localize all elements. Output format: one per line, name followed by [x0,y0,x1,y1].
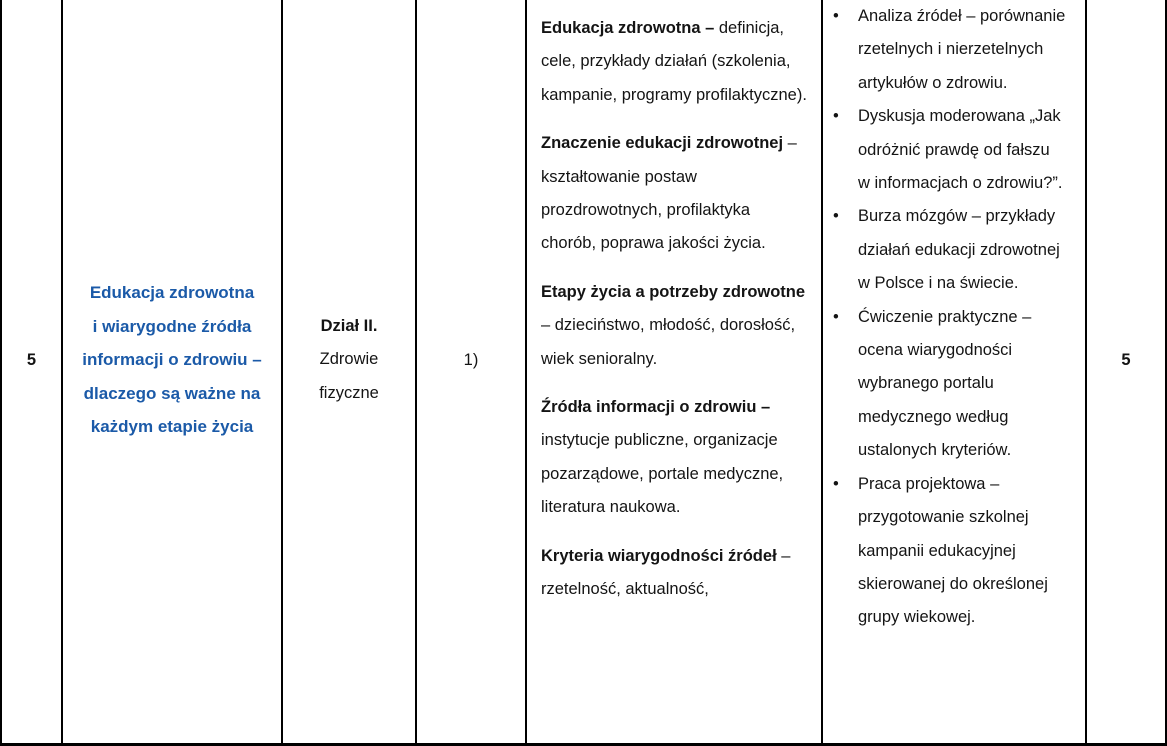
content-paragraph [541,276,808,376]
bullet-icon: • [833,207,839,226]
activity-item [823,0,1077,100]
content-paragraph-heading: Edukacja zdrowotna – [541,19,715,37]
bullet-icon: • [833,474,839,493]
topic-title: Edukacja zdrowotna i wiarygodne źródła informacji o zdrowiu – dlaczego są ważne na każdym etapie życia [82,283,262,437]
cell-section [283,0,417,743]
cell-lesson-ref [417,0,527,743]
activity-item [823,468,1077,635]
bullet-icon: • [833,307,839,326]
content-paragraph-body: definicja, cele, przykłady działań (szkolenia, kampanie, programy profilaktyczne). [541,19,807,104]
content-paragraph [541,12,808,112]
activity-text: Praca projektowa – przygotowanie szkolnej kampanii edukacyjnej skierowanej do określonej grupy wiekowej. [858,474,1048,627]
content-paragraph [541,540,808,607]
section-subtitle: Zdrowie fizyczne [319,350,379,402]
content-paragraph-heading: Źródła informacji o zdrowiu – [541,398,771,417]
lesson-ref: 1) [463,350,479,369]
activity-text: Analiza źródeł – porównanie rzetelnych i nierzetelnych artykułów o zdrowiu. [858,7,1066,92]
activity-item [823,301,1077,468]
cell-activities [823,0,1087,743]
hours-number: 5 [1121,350,1131,369]
section-block [283,310,415,411]
content-paragraph [541,391,808,525]
bullet-icon: • [833,7,839,25]
cell-ordinal [0,0,63,743]
activity-text: Dyskusja moderowana „Jak odróżnić prawdę od fałszu w informacjach o zdrowiu?”. [858,107,1063,193]
activity-text: Ćwiczenie praktyczne – ocena wiarygodności wybranego portalu medycznego według ustalonych kryteriów. [858,307,1032,460]
activity-item [823,200,1077,300]
content-paragraph-body: – kształtowanie postaw prozdrowotnych, profilaktyka chorób, poprawa jakości życia. [541,134,797,253]
section-title: Dział II. [320,316,378,335]
content-paragraph [541,127,808,261]
ordinal-number: 5 [26,350,37,369]
content-paragraph-body: – dzieciństwo, młodość, dorosłość, wiek senioralny. [541,316,796,368]
content-paragraph-body: instytucje publiczne, organizacje pozarządowe, portale medyczne, literatura naukowa. [541,431,784,517]
content-paragraph-heading: Etapy życia a potrzeby zdrowotne [541,282,806,301]
cell-hours [1087,0,1167,743]
cell-topic [63,0,283,743]
activity-item [823,100,1077,200]
bullet-icon: • [833,107,839,126]
cell-content [527,0,823,743]
activity-text: Burza mózgów – przykłady działań edukacji zdrowotnej w Polsce i na świecie. [858,207,1060,293]
content-paragraph-heading: Znaczenie edukacji zdrowotnej [541,134,784,153]
content-paragraph-heading: Kryteria wiarygodności źródeł [541,546,777,565]
content-paragraph-body: – rzetelność, aktualność, [541,546,791,599]
